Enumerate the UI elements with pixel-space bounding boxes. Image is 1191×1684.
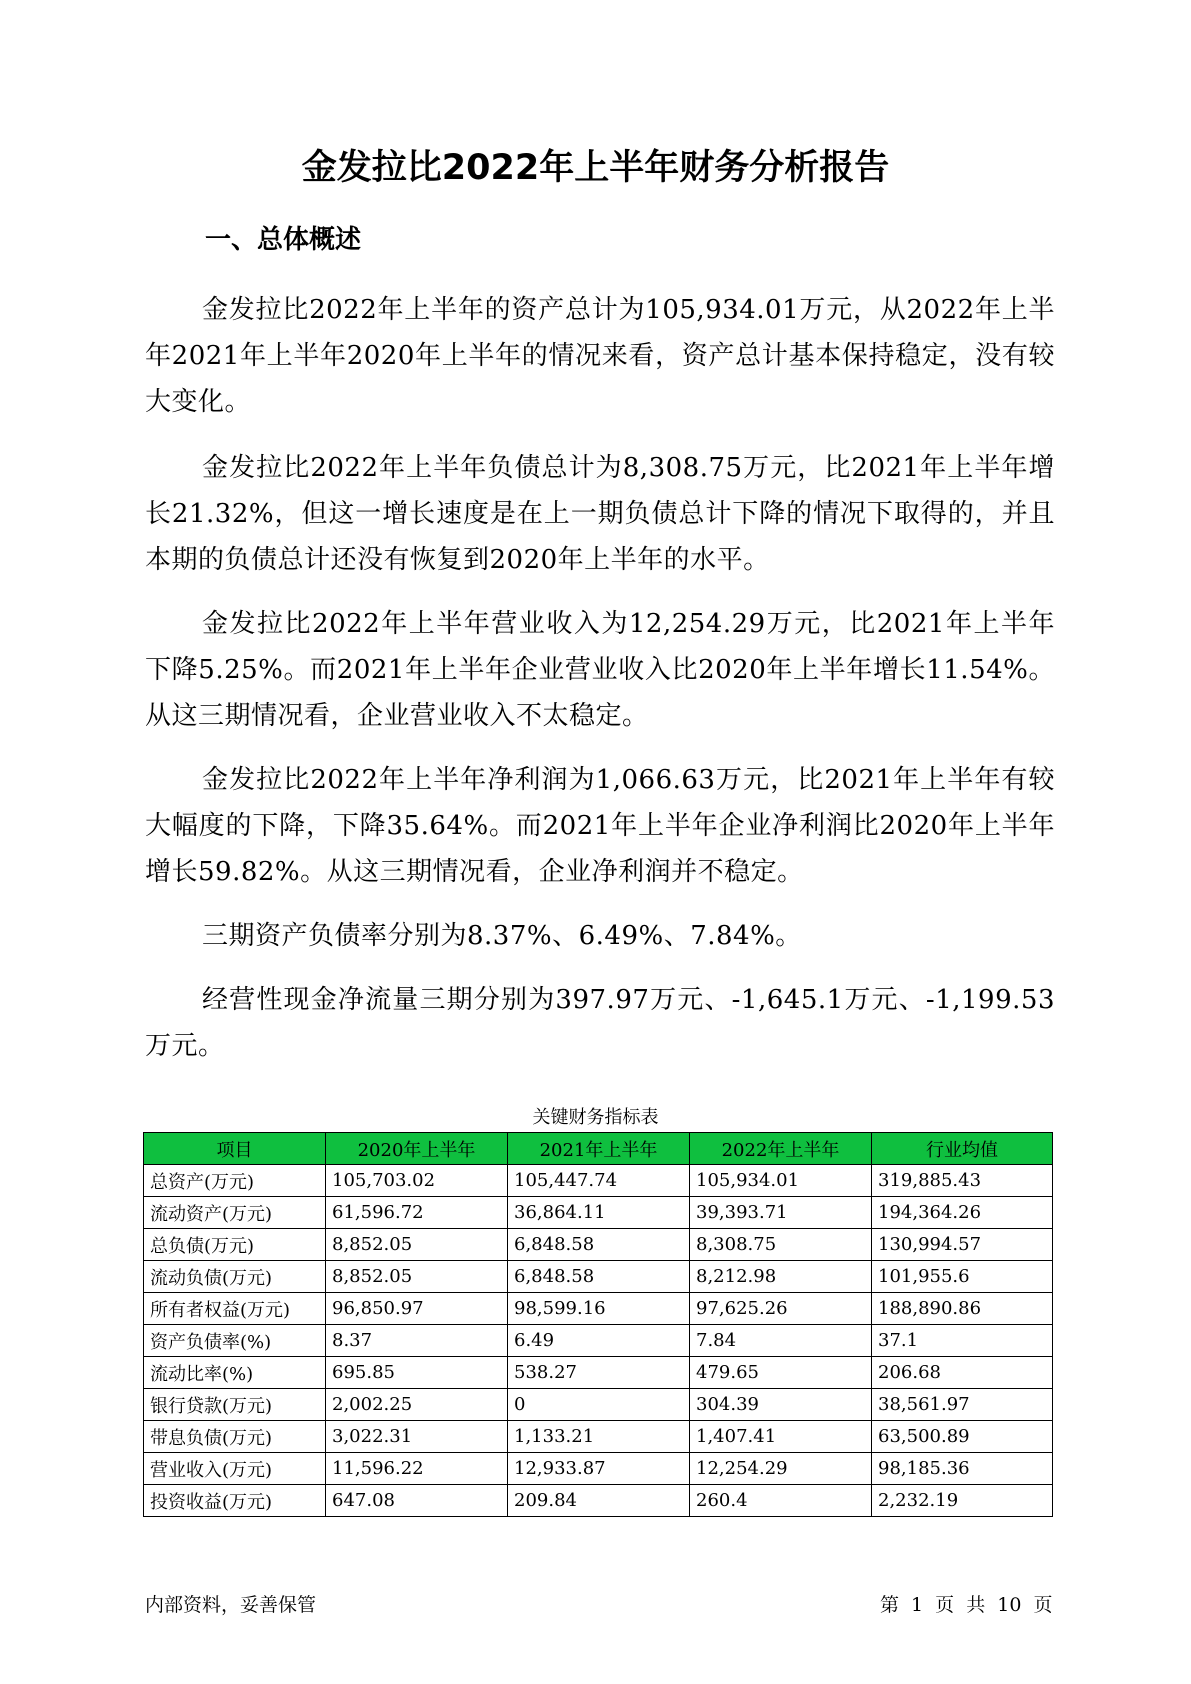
table-cell: 130,994.57 [872,1229,1053,1261]
table-row [144,1165,1053,1197]
table-row [144,1485,1053,1517]
table-row-label: 营业收入(万元) [144,1453,326,1485]
paragraph-total-liabilities: 金发拉比2022年上半年负债总计为8,308.75万元，比2021年上半年增长21.32%，但这一增长速度是在上一期负债总计下降的情况下取得的，并且本期的负债总计还没有恢复到2020年上半年的水平。 [145,453,1055,575]
table-cell: 260.4 [690,1485,872,1517]
table-cell: 61,596.72 [326,1197,508,1229]
table-cell: 38,561.97 [872,1389,1053,1421]
table-row [144,1453,1053,1485]
table-cell: 11,596.22 [326,1453,508,1485]
table-cell: 206.68 [872,1357,1053,1389]
table-row-label: 所有者权益(万元) [144,1293,326,1325]
paragraph-operating-cash-flow: 经营性现金净流量三期分别为397.97万元、-1,645.1万元、-1,199.53万元。 [145,985,1055,1061]
table-row-label: 银行贷款(万元) [144,1389,326,1421]
paragraph-total-assets: 金发拉比2022年上半年的资产总计为105,934.01万元，从2022年上半年2021年上半年2020年上半年的情况来看，资产总计基本保持稳定，没有较大变化。 [145,295,1055,417]
table-row-label: 带息负债(万元) [144,1421,326,1453]
table-cell: 36,864.11 [508,1197,690,1229]
table-cell: 194,364.26 [872,1197,1053,1229]
table-cell: 105,447.74 [508,1165,690,1197]
table-cell: 7.84 [690,1325,872,1357]
table-cell: 63,500.89 [872,1421,1053,1453]
table-cell: 2,002.25 [326,1389,508,1421]
table-cell: 39,393.71 [690,1197,872,1229]
footer-confidential-note: 内部资料，妥善保管 [145,1594,317,1616]
table-cell: 8,308.75 [690,1229,872,1261]
table-header-cell: 项目 [144,1133,326,1165]
table-row-label: 总资产(万元) [144,1165,326,1197]
table-row-label: 流动负债(万元) [144,1261,326,1293]
table-header-cell: 行业均值 [872,1133,1053,1165]
table-cell: 12,933.87 [508,1453,690,1485]
table-row-label: 投资收益(万元) [144,1485,326,1517]
table-header-cell: 2022年上半年 [690,1133,872,1165]
document-title: 金发拉比2022年上半年财务分析报告 [301,148,890,188]
table-cell: 97,625.26 [690,1293,872,1325]
table-cell: 98,599.16 [508,1293,690,1325]
table-row [144,1421,1053,1453]
table-cell: 188,890.86 [872,1293,1053,1325]
table-row-label: 资产负债率(%) [144,1325,326,1357]
table-row [144,1261,1053,1293]
section-heading: 一、总体概述 [205,225,362,255]
table-caption: 关键财务指标表 [532,1107,659,1128]
table-header-cell: 2020年上半年 [326,1133,508,1165]
table-cell: 1,133.21 [508,1421,690,1453]
paragraph-net-profit: 金发拉比2022年上半年净利润为1,066.63万元，比2021年上半年有较大幅度的下降，下降35.64%。而2021年上半年企业净利润比2020年上半年增长59.82%。从这三期情况看，企业净利润并不稳定。 [145,765,1055,887]
table-cell: 3,022.31 [326,1421,508,1453]
footer-page-number: 第 1 页 共 10 页 [880,1594,1053,1616]
table-row [144,1357,1053,1389]
table-cell: 8,212.98 [690,1261,872,1293]
table-row-label: 流动资产(万元) [144,1197,326,1229]
table-row [144,1389,1053,1421]
table-cell: 479.65 [690,1357,872,1389]
table-cell: 0 [508,1389,690,1421]
table-row-label: 流动比率(%) [144,1357,326,1389]
table-cell: 695.85 [326,1357,508,1389]
table-cell: 538.27 [508,1357,690,1389]
table-cell: 6,848.58 [508,1261,690,1293]
table-header-cell: 2021年上半年 [508,1133,690,1165]
table-cell: 8,852.05 [326,1229,508,1261]
table-row [144,1197,1053,1229]
table-cell: 8,852.05 [326,1261,508,1293]
table-cell: 105,934.01 [690,1165,872,1197]
table-cell: 6,848.58 [508,1229,690,1261]
table-cell: 209.84 [508,1485,690,1517]
table-row-label: 总负债(万元) [144,1229,326,1261]
table-cell: 2,232.19 [872,1485,1053,1517]
table-cell: 647.08 [326,1485,508,1517]
table-row [144,1325,1053,1357]
table-cell: 319,885.43 [872,1165,1053,1197]
table-row [144,1229,1053,1261]
key-financial-indicators-table [143,1132,1053,1517]
table-cell: 6.49 [508,1325,690,1357]
table-cell: 1,407.41 [690,1421,872,1453]
table-row [144,1293,1053,1325]
table-cell: 37.1 [872,1325,1053,1357]
table-cell: 8.37 [326,1325,508,1357]
paragraph-debt-ratio: 三期资产负债率分别为8.37%、6.49%、7.84%。 [202,921,802,951]
table-cell: 304.39 [690,1389,872,1421]
table-cell: 101,955.6 [872,1261,1053,1293]
table-cell: 12,254.29 [690,1453,872,1485]
table-cell: 96,850.97 [326,1293,508,1325]
table-cell: 105,703.02 [326,1165,508,1197]
paragraph-operating-revenue: 金发拉比2022年上半年营业收入为12,254.29万元，比2021年上半年下降5.25%。而2021年上半年企业营业收入比2020年上半年增长11.54%。从这三期情况看，企业营业收入不太稳定。 [145,609,1055,731]
table-cell: 98,185.36 [872,1453,1053,1485]
table-header-row [144,1133,1053,1165]
